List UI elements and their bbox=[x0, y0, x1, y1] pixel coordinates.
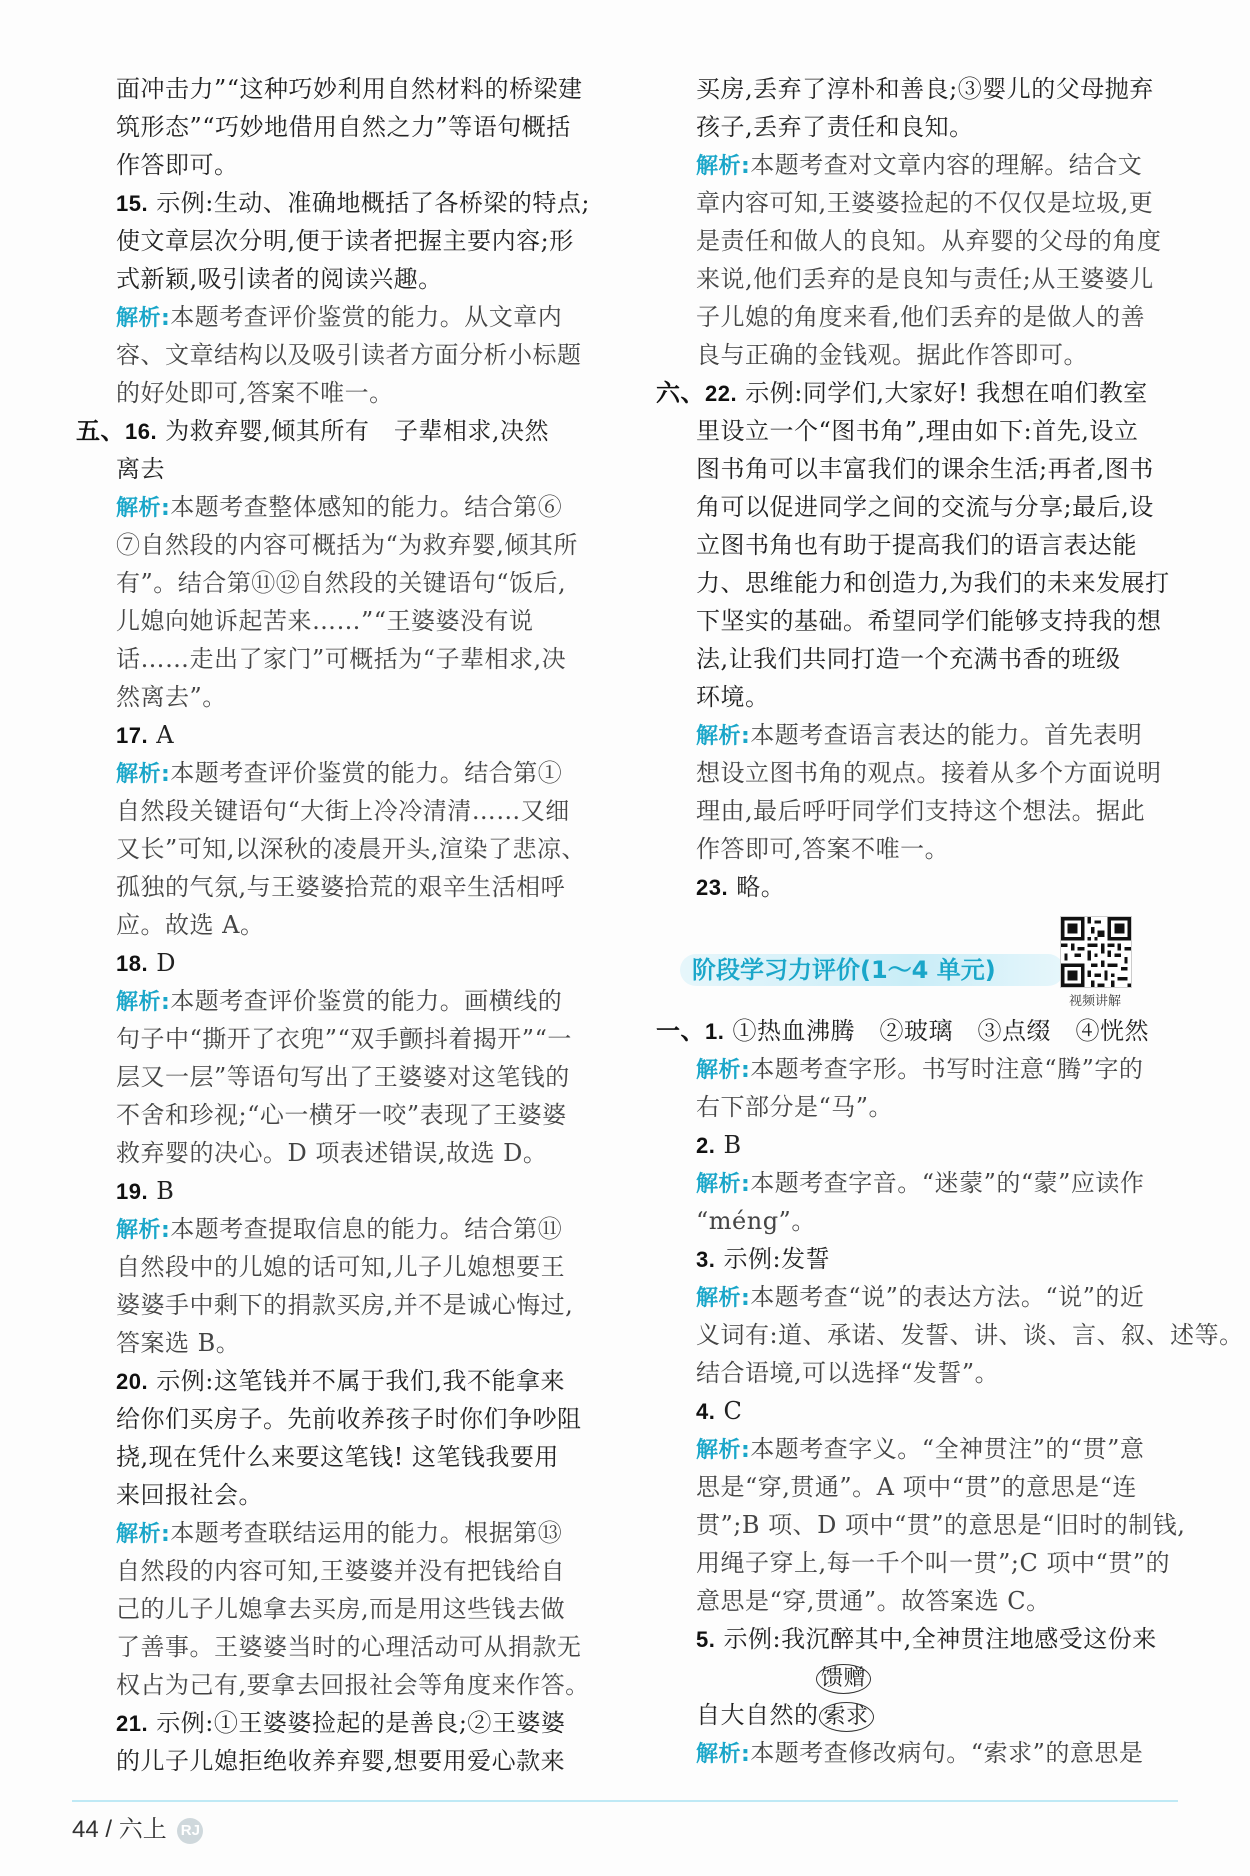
analysis-text: 本题考查语言表达的能力。首先表明 bbox=[750, 721, 1143, 749]
question-number: 2. bbox=[696, 1133, 716, 1158]
banner-title: 阶段学习力评价(1～4 单元) bbox=[692, 956, 996, 984]
answer-text: A bbox=[156, 721, 175, 749]
qr-caption: 视频讲解 bbox=[1068, 994, 1121, 1009]
text-line: 章内容可知,王婆婆捡起的不仅仅是垃圾,更 bbox=[696, 189, 1154, 217]
analysis-r5 bbox=[656, 1734, 1180, 1772]
analysis-r4 bbox=[656, 1430, 1186, 1620]
answer-15 bbox=[76, 184, 606, 298]
q14-continuation bbox=[76, 70, 606, 184]
question-number: 3. bbox=[696, 1247, 716, 1272]
answer-text: 自大自然的 bbox=[696, 1701, 819, 1729]
answer-r2 bbox=[656, 1126, 1180, 1164]
section-number: 六、 bbox=[656, 379, 705, 407]
text-line: 面冲击力”“这种巧妙利用自然材料的桥梁建 bbox=[116, 75, 583, 103]
question-number: 23. bbox=[696, 875, 729, 900]
text-line: ⑦自然段的内容可概括为“为救弃婴,倾其所 bbox=[116, 531, 578, 559]
analysis-label: 解析: bbox=[116, 496, 171, 521]
question-number: 16. bbox=[125, 419, 158, 444]
question-number: 20. bbox=[116, 1369, 149, 1394]
right-column bbox=[656, 70, 1244, 1772]
analysis-label: 解析: bbox=[116, 990, 171, 1015]
answer-text: 示例:同学们,大家好! 我想在咱们教室 bbox=[745, 379, 1148, 407]
answer-23 bbox=[656, 868, 1180, 906]
text-line: 义词有:道、承诺、发誓、讲、谈、言、叙、述等。 bbox=[696, 1321, 1244, 1349]
text-line: 使文章层次分明,便于读者把握主要内容;形 bbox=[116, 227, 574, 255]
edition-badge: RJ bbox=[177, 1818, 203, 1844]
analysis-label: 解析: bbox=[696, 1172, 751, 1197]
answer-r4 bbox=[656, 1392, 1180, 1430]
text-line: 的儿子儿媳拒绝收养弃婴,想要用爱心款来 bbox=[116, 1747, 566, 1775]
text-line: 里设立一个“图书角”,理由如下:首先,设立 bbox=[696, 417, 1139, 445]
analysis-text: 本题考查对文章内容的理解。结合文 bbox=[750, 151, 1143, 179]
answer-r1 bbox=[656, 1012, 1180, 1050]
text-line: 己的儿子儿媳拿去买房,而是用这些钱去做 bbox=[116, 1595, 566, 1623]
text-line: 力、思维能力和创造力,为我们的未来发展打 bbox=[696, 569, 1170, 597]
answer-text: B bbox=[723, 1131, 742, 1159]
text-line: 式新颖,吸引读者的阅读兴趣。 bbox=[116, 265, 443, 293]
section-number: 五、 bbox=[76, 417, 125, 445]
text-line: 想设立图书角的观点。接着从多个方面说明 bbox=[696, 759, 1162, 787]
footer-divider bbox=[72, 1800, 1178, 1802]
analysis-text: 本题考查评价鉴赏的能力。结合第① bbox=[170, 759, 563, 787]
text-line: 挠,现在凭什么来要这笔钱! 这笔钱我要用 bbox=[116, 1443, 559, 1471]
answer-21 bbox=[76, 1704, 606, 1780]
analysis-16 bbox=[76, 488, 606, 716]
text-line: 然离去”。 bbox=[116, 683, 227, 711]
analysis-r1 bbox=[656, 1050, 1180, 1126]
page-footer bbox=[72, 1810, 203, 1850]
text-line: 自然段的内容可知,王婆婆并没有把钱给自 bbox=[116, 1557, 566, 1585]
answer-r5 bbox=[656, 1620, 1180, 1734]
analysis-21 bbox=[656, 146, 1180, 374]
section-number: 一、 bbox=[656, 1017, 705, 1045]
text-line: 筑形态”“巧妙地借用自然之力”等语句概括 bbox=[116, 113, 571, 141]
left-column bbox=[76, 70, 606, 1780]
text-line: 下坚实的基础。希望同学们能够支持我的想 bbox=[696, 607, 1162, 635]
question-number: 22. bbox=[705, 381, 738, 406]
answer-text: 示例:我沉醉其中,全神贯注地感受这份来 bbox=[723, 1625, 1157, 1653]
answer-text: 示例:发誓 bbox=[723, 1245, 831, 1273]
answer-20 bbox=[76, 1362, 606, 1514]
analysis-15 bbox=[76, 298, 606, 412]
answer-text: 为救弃婴,倾其所有 子辈相求,决然 bbox=[165, 417, 549, 445]
answer-18 bbox=[76, 944, 606, 982]
qr-code-icon[interactable] bbox=[1060, 916, 1132, 988]
analysis-label: 解析: bbox=[116, 306, 171, 331]
analysis-label: 解析: bbox=[696, 1438, 751, 1463]
answer-19 bbox=[76, 1172, 606, 1210]
answer-r3 bbox=[656, 1240, 1180, 1278]
text-line: 环境。 bbox=[696, 683, 770, 711]
text-line: 自然段关键语句“大街上冷冷清清……又细 bbox=[116, 797, 570, 825]
text-line: 右下部分是“马”。 bbox=[696, 1093, 894, 1121]
text-line: 结合语境,可以选择“发誓”。 bbox=[696, 1359, 1000, 1387]
text-line: 立图书角也有助于提高我们的语言表达能 bbox=[696, 531, 1137, 559]
page-number: 44 bbox=[72, 1816, 99, 1843]
answer-17 bbox=[76, 716, 606, 754]
text-line: 买房,丢弃了淳朴和善良;③婴儿的父母抛弃 bbox=[696, 75, 1154, 103]
text-line: 良与正确的金钱观。据此作答即可。 bbox=[696, 341, 1088, 369]
question-number: 5. bbox=[696, 1627, 716, 1652]
analysis-label: 解析: bbox=[116, 762, 171, 787]
analysis-text: 本题考查提取信息的能力。结合第⑪ bbox=[170, 1215, 563, 1243]
question-number: 17. bbox=[116, 723, 149, 748]
analysis-text: 本题考查字形。书写时注意“腾”字的 bbox=[750, 1055, 1144, 1083]
analysis-label: 解析: bbox=[696, 1286, 751, 1311]
analysis-r3 bbox=[656, 1278, 1244, 1392]
text-line: 不舍和珍视;“心一横牙一咬”表现了王婆婆 bbox=[116, 1101, 567, 1129]
analysis-r2 bbox=[656, 1164, 1180, 1240]
text-line: 的好处即可,答案不唯一。 bbox=[116, 379, 394, 407]
correction-insert-word: 馈赠 bbox=[816, 1664, 871, 1694]
question-number: 15. bbox=[116, 191, 149, 216]
answer-text: C bbox=[723, 1397, 743, 1425]
grade-label: 六上 bbox=[118, 1816, 167, 1843]
question-number: 18. bbox=[116, 951, 149, 976]
text-line: 婆婆手中剩下的捐款买房,并不是诚心悔过, bbox=[116, 1291, 574, 1319]
text-line: 权占为己有,要拿去回报社会等角度来作答。 bbox=[116, 1671, 590, 1699]
text-line: 孩子,丢弃了责任和良知。 bbox=[696, 113, 974, 141]
text-line: 作答即可。 bbox=[116, 151, 239, 179]
answer-22 bbox=[656, 374, 1180, 716]
analysis-text: 本题考查整体感知的能力。结合第⑥ bbox=[170, 493, 563, 521]
text-line: 是责任和做人的良知。从弃婴的父母的角度 bbox=[696, 227, 1162, 255]
footer-separator: / bbox=[105, 1816, 113, 1843]
text-line: 层又一层”等语句写出了王婆婆对这笔钱的 bbox=[116, 1063, 570, 1091]
answer-text: 示例:①王婆婆捡起的是善良;②王婆婆 bbox=[156, 1709, 566, 1737]
text-line: 孤独的气氛,与王婆婆拾荒的艰辛生活相呼 bbox=[116, 873, 566, 901]
text-line: 离去 bbox=[116, 455, 165, 483]
text-line: 答案选 B。 bbox=[116, 1329, 241, 1357]
analysis-text: 本题考查联结运用的能力。根据第⑬ bbox=[170, 1519, 563, 1547]
text-line: 有”。结合第⑪⑫自然段的关键语句“饭后, bbox=[116, 569, 567, 597]
text-line: 作答即可,答案不唯一。 bbox=[696, 835, 950, 863]
analysis-label: 解析: bbox=[116, 1218, 171, 1243]
answer-text: 示例:这笔钱并不属于我们,我不能拿来 bbox=[156, 1367, 565, 1395]
section-banner bbox=[656, 908, 1180, 1012]
text-line: 又长”可知,以深秋的凌晨开头,渲染了悲凉、 bbox=[116, 835, 587, 863]
answer-text: 略。 bbox=[736, 873, 786, 901]
text-line: 图书角可以丰富我们的课余生活;再者,图书 bbox=[696, 455, 1154, 483]
text-line: 给你们买房子。先前收养孩子时你们争吵阻 bbox=[116, 1405, 582, 1433]
analysis-19 bbox=[76, 1210, 606, 1362]
answer-16 bbox=[76, 412, 606, 488]
text-line: 来说,他们丢弃的是良知与责任;从王婆婆儿 bbox=[696, 265, 1154, 293]
analysis-label: 解析: bbox=[696, 154, 751, 179]
correction-struck-word: 索求 bbox=[819, 1702, 874, 1732]
analysis-label: 解析: bbox=[116, 1522, 171, 1547]
text-line: “méng”。 bbox=[696, 1207, 816, 1235]
text-line: 救弃婴的决心。D 项表述错误,故选 D。 bbox=[116, 1139, 548, 1167]
text-line: 儿媳向她诉起苦来……”“王婆婆没有说 bbox=[116, 607, 534, 635]
answer-text: B bbox=[156, 1177, 175, 1205]
text-line: 话……走出了家门”可概括为“子辈相求,决 bbox=[116, 645, 567, 673]
analysis-text: 本题考查修改病句。“索求”的意思是 bbox=[750, 1739, 1144, 1767]
analysis-label: 解析: bbox=[696, 1742, 751, 1767]
text-line: 法,让我们共同打造一个充满书香的班级 bbox=[696, 645, 1121, 673]
analysis-text: 本题考查评价鉴赏的能力。画横线的 bbox=[170, 987, 563, 1015]
text-line: 贯”;B 项、D 项中“贯”的意思是“旧时的制钱, bbox=[696, 1511, 1186, 1539]
text-line: 容、文章结构以及吸引读者方面分析小标题 bbox=[116, 341, 582, 369]
text-line: 应。故选 A。 bbox=[116, 911, 265, 939]
analysis-label: 解析: bbox=[696, 1058, 751, 1083]
answer-text: 示例:生动、准确地概括了各桥梁的特点; bbox=[156, 189, 590, 217]
analysis-text: 本题考查字义。“全神贯注”的“贯”意 bbox=[750, 1435, 1145, 1463]
analysis-text: 本题考查评价鉴赏的能力。从文章内 bbox=[170, 303, 563, 331]
analysis-text: 本题考查字音。“迷蒙”的“蒙”应读作 bbox=[750, 1169, 1145, 1197]
text-line: 自然段中的儿媳的话可知,儿子儿媳想要王 bbox=[116, 1253, 566, 1281]
text-line: 角可以促进同学之间的交流与分享;最后,设 bbox=[696, 493, 1154, 521]
text-line: 意思是“穿,贯通”。故答案选 C。 bbox=[696, 1587, 1051, 1615]
analysis-17 bbox=[76, 754, 606, 944]
q21-continuation bbox=[656, 70, 1180, 146]
question-number: 4. bbox=[696, 1399, 716, 1424]
question-number: 19. bbox=[116, 1179, 149, 1204]
question-number: 1. bbox=[705, 1019, 725, 1044]
text-line: 理由,最后呼吁同学们支持这个想法。据此 bbox=[696, 797, 1146, 825]
analysis-label: 解析: bbox=[696, 724, 751, 749]
analysis-18 bbox=[76, 982, 606, 1172]
text-line: 子儿媳的角度来看,他们丢弃的是做人的善 bbox=[696, 303, 1146, 331]
answer-text: D bbox=[156, 949, 176, 977]
text-line: 思是“穿,贯通”。A 项中“贯”的意思是“连 bbox=[696, 1473, 1137, 1501]
analysis-20 bbox=[76, 1514, 606, 1704]
analysis-text: 本题考查“说”的表达方法。“说”的近 bbox=[750, 1283, 1145, 1311]
analysis-22 bbox=[656, 716, 1180, 868]
text-line: 来回报社会。 bbox=[116, 1481, 263, 1509]
text-line: 了善事。王婆婆当时的心理活动可从捐款无 bbox=[116, 1633, 582, 1661]
text-line: 句子中“撕开了衣兜”“双手颤抖着揭开”“一 bbox=[116, 1025, 572, 1053]
text-line: 用绳子穿上,每一千个叫一贯”;C 项中“贯”的 bbox=[696, 1549, 1171, 1577]
question-number: 21. bbox=[116, 1711, 149, 1736]
answer-text: ①热血沸腾 ②玻璃 ③点缀 ④恍然 bbox=[732, 1017, 1149, 1045]
